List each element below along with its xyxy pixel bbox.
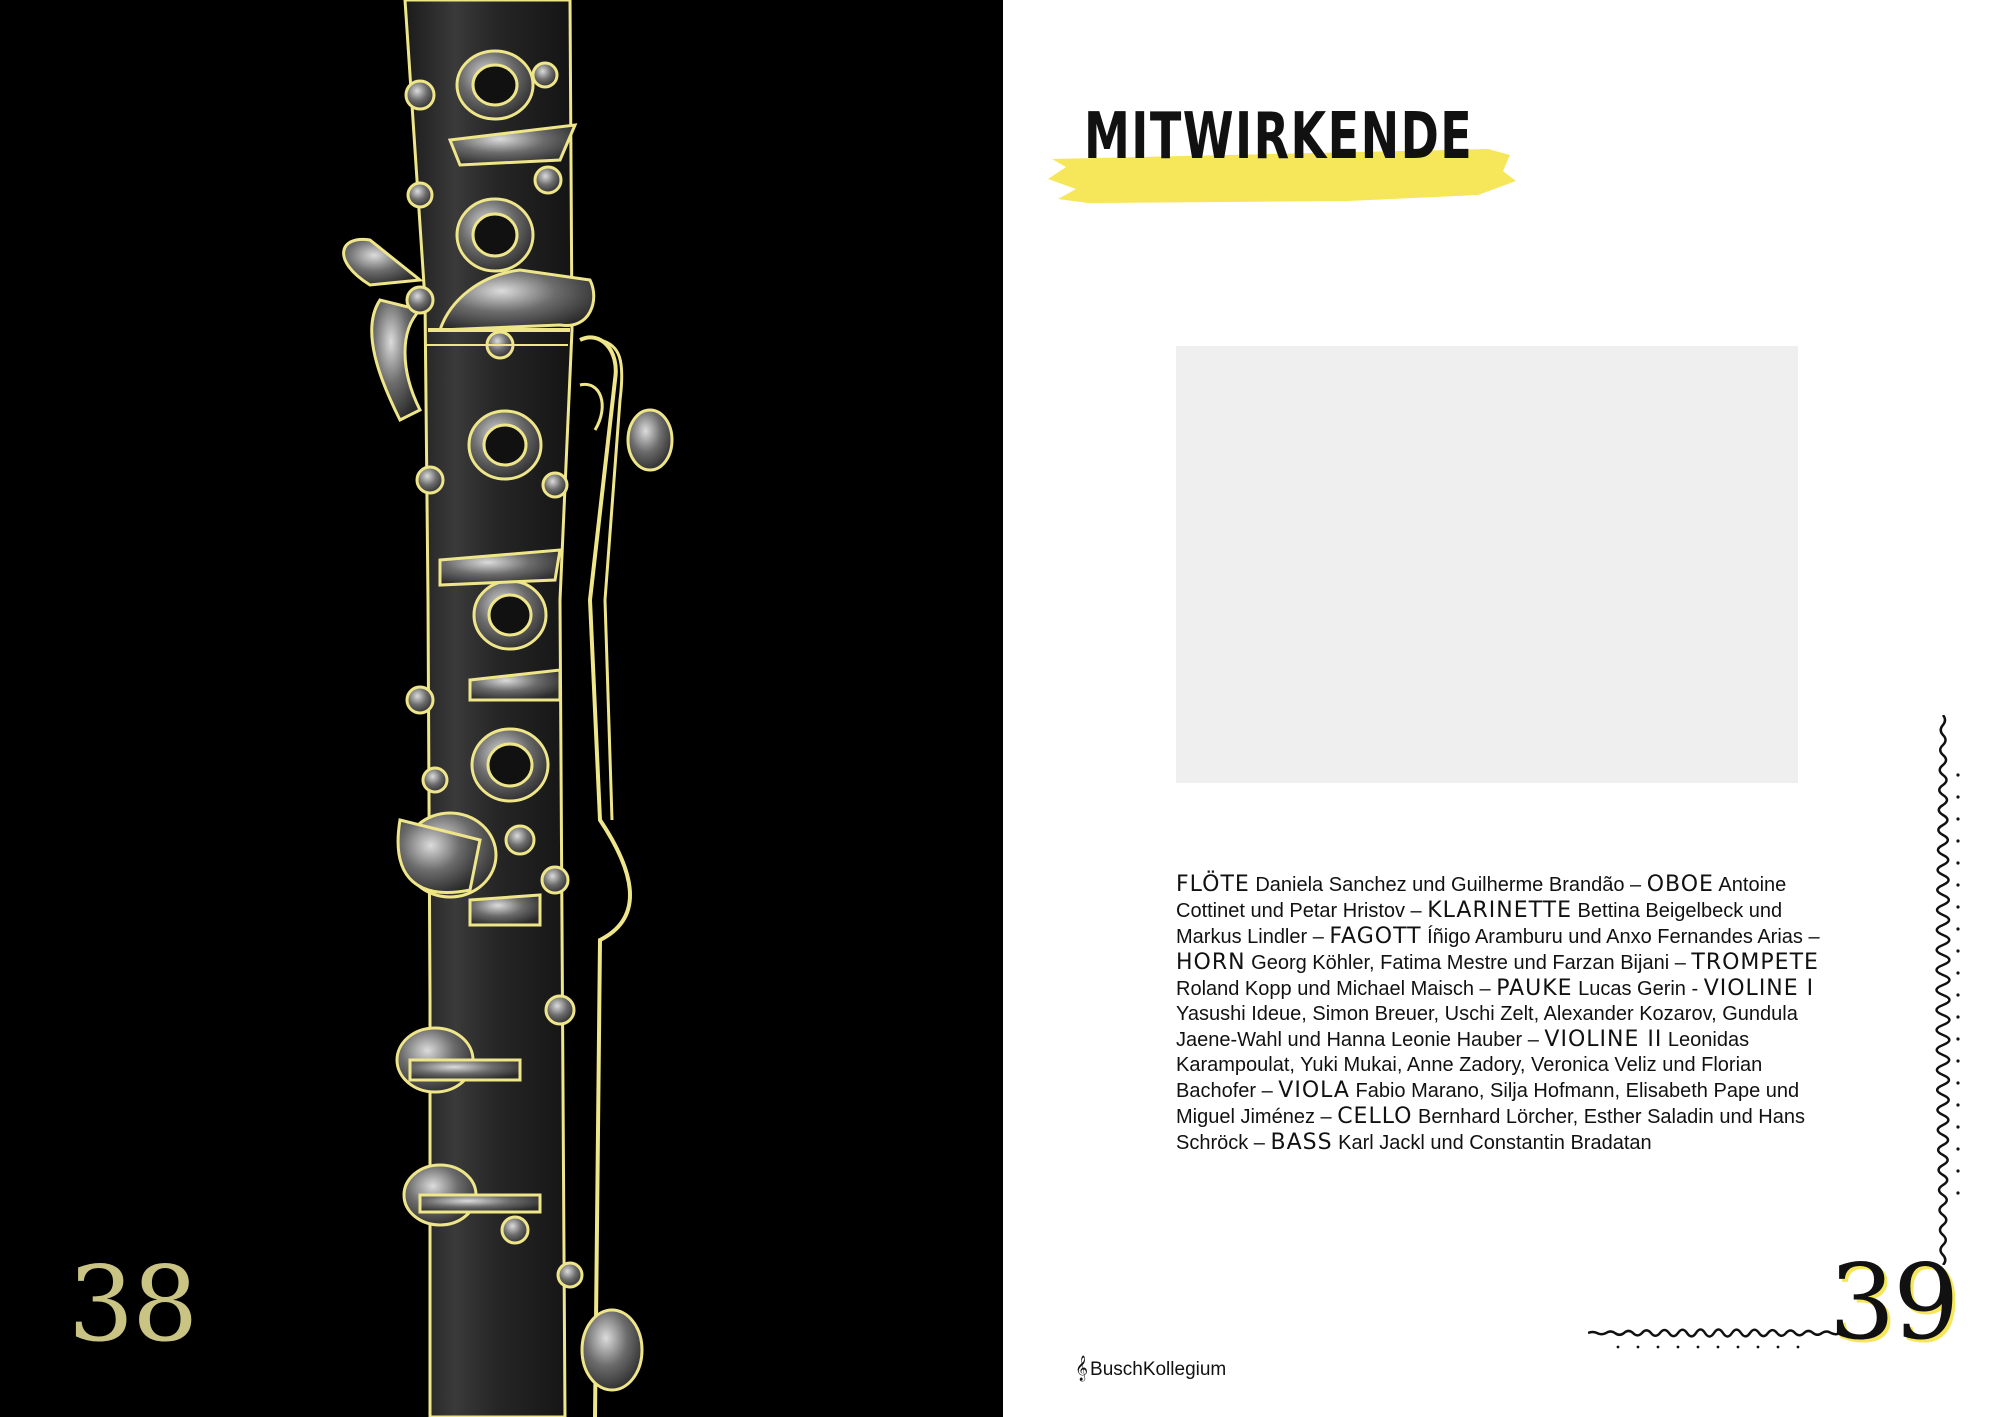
role-oboe: OBOE: [1646, 872, 1714, 897]
names-bass: Karl Jackl und Constantin Bradatan: [1332, 1132, 1652, 1154]
names-viola: Fabio Marano, Silja Hofmann, Elisabeth Pape und Miguel Jiménez –: [1176, 1080, 1800, 1128]
names-oboe: Antoine Cottinet und Petar Hristov –: [1176, 874, 1787, 922]
names-pauke: Lucas Gerin -: [1572, 978, 1704, 1000]
names-fagott: Íñigo Aramburu und Anxo Fernandes Arias –: [1421, 926, 1820, 948]
names-violine-2: Leonidas Karampoulat, Yuki Mukai, Anne Zadory, Veronica Veliz und Florian Bachofer –: [1176, 1029, 1763, 1102]
names-floete: Daniela Sanchez und Guilherme Brandão –: [1249, 874, 1647, 896]
role-trompete: TROMPETE: [1691, 950, 1819, 975]
role-bass: BASS: [1270, 1130, 1333, 1155]
role-viola: VIOLA: [1278, 1078, 1350, 1103]
treble-clef-icon: 𝄞: [1075, 1356, 1089, 1381]
role-cello: CELLO: [1337, 1104, 1413, 1129]
horizontal-wave-ornament: [1588, 1315, 1838, 1355]
left-page: [0, 0, 1003, 1417]
role-pauke: PAUKE: [1496, 976, 1573, 1001]
page-title: MITWIRKENDE: [1084, 100, 1474, 174]
names-horn: Georg Köhler, Fatima Mestre und Farzan Bijani –: [1245, 952, 1692, 974]
names-cello: Bernhard Lörcher, Esther Saladin und Hans Schröck –: [1176, 1106, 1805, 1154]
vertical-wave-ornament: [1923, 715, 1963, 1265]
footer-logo: [1075, 1356, 1226, 1381]
role-fagott: FAGOTT: [1329, 924, 1422, 949]
credits-text: [1176, 872, 1846, 1156]
names-violine-1: Yasushi Ideue, Simon Breuer, Uschi Zelt, Alexander Kozarov, Gundula Jaene-Wahl und Hanna Leonie Hauber –: [1176, 1003, 1798, 1051]
right-page: [1003, 0, 2008, 1417]
role-klarinette: KLARINETTE: [1427, 898, 1572, 923]
role-horn: HORN: [1176, 950, 1246, 975]
photo-placeholder: [1176, 346, 1798, 783]
role-violine-1: VIOLINE I: [1703, 976, 1815, 1001]
page-number-right: 39: [1829, 1241, 1958, 1363]
names-klarinette: Bettina Beigelbeck und Markus Lindler –: [1176, 900, 1783, 948]
clarinet-illustration: [0, 0, 1003, 1417]
title-block: [1048, 100, 1518, 210]
role-violine-2: VIOLINE II: [1544, 1027, 1663, 1052]
logo-text: BuschKollegium: [1090, 1359, 1227, 1380]
names-trompete: Roland Kopp und Michael Maisch –: [1176, 978, 1497, 1000]
role-floete: FLÖTE: [1176, 872, 1250, 897]
page-number-left: 38: [68, 1243, 197, 1365]
